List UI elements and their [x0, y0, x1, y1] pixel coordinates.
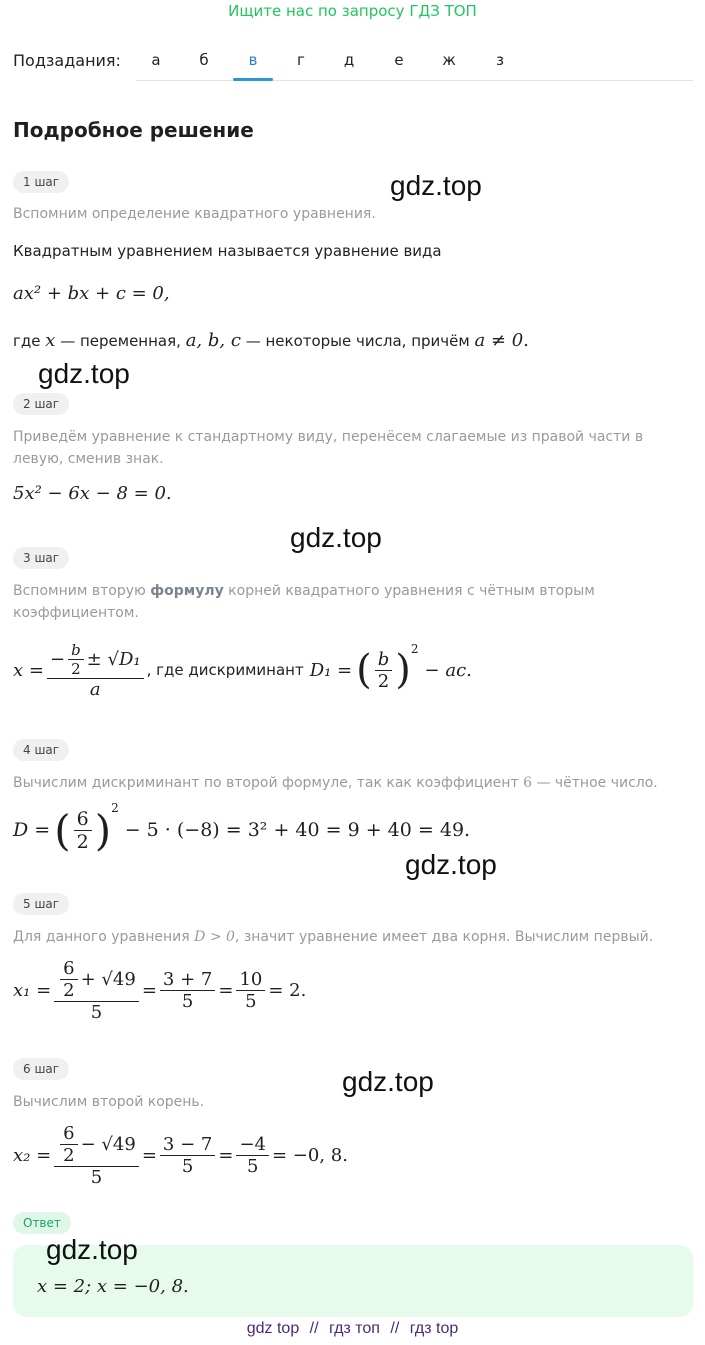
step-3-hint-post: корней квадратного уравнения с чётным вторым коэффициентом. [13, 583, 595, 621]
step-3-paren-fraction: $\frac{b}{2}$ [375, 649, 393, 692]
watermark: gdz.top [38, 358, 130, 389]
step-3-inner-fraction: $\frac{b}{2}$ [68, 641, 84, 678]
step-5-formula: x₁ = $\frac{6}{2}$ + √49 5 = $\frac{3 + 7}{5}$ = $\frac{10}{5}$ = 2. [13, 957, 307, 1023]
step-5-badge: 5 шаг [13, 893, 69, 915]
tab-zh[interactable]: ж [442, 51, 456, 69]
tab-b[interactable]: б [199, 51, 209, 69]
tab-e[interactable]: е [394, 51, 404, 69]
step-3-main-fraction: − $\frac{b}{2}$ ± √D₁ a [47, 641, 144, 700]
watermark: gdz.top [46, 1234, 138, 1265]
footer-separator: // [390, 1320, 400, 1337]
tab-v[interactable]: в [248, 51, 258, 69]
step-5-main-fraction: $\frac{6}{2}$ + √49 5 [54, 958, 139, 1023]
step-5-inner-fraction: $\frac{6}{2}$ [60, 958, 77, 1001]
step-3-power: 2 [410, 642, 419, 656]
step-6-fraction-3: $\frac{-4}{5}$ [236, 1134, 269, 1177]
step-3-badge: 3 шаг [13, 547, 69, 569]
answer-value: x = 2; x = −0, 8. [37, 1276, 189, 1297]
step-6-inner-fraction: $\frac{6}{2}$ [60, 1123, 77, 1166]
step-6-badge: 6 шаг [13, 1058, 69, 1080]
step-2-formula: 5x² − 6x − 8 = 0. [13, 483, 172, 504]
step-5-hint: Для данного уравнения D > 0, значит уравнение имеет два корня. Вычислим первый. [13, 929, 654, 945]
where-mid2: — некоторые числа, причём [245, 332, 470, 350]
where-condition: a ≠ 0. [474, 330, 529, 351]
footer-link-3[interactable]: гдз top [409, 1320, 459, 1337]
tab-z[interactable]: з [496, 51, 504, 69]
where-coefficients: a, b, c [185, 330, 241, 351]
watermark: gdz.top [390, 170, 482, 201]
subtasks-tabs [136, 45, 693, 81]
step-2-hint: Приведём уравнение к стандартному виду, перенёсем слагаемые из правой части в левую, сменив знак. [13, 429, 644, 467]
promo-link[interactable]: Ищите нас по запросу ГДЗ ТОП [228, 2, 477, 20]
tab-a[interactable]: а [151, 51, 161, 69]
step-3-hint-pre: Вспомним вторую [13, 583, 146, 599]
step-4-badge: 4 шаг [13, 739, 69, 761]
watermark: gdz.top [290, 522, 382, 553]
step-6-formula: x₂ = $\frac{6}{2}$ − √49 5 = $\frac{3 - 7}{5}$ = $\frac{-4}{5}$ = −0, 8. [13, 1122, 348, 1188]
tab-g[interactable]: г [297, 51, 305, 69]
step-3-formula: x = − $\frac{b}{2}$ ± √D₁ a , где дискриминант D₁ = ( $\frac{b}{2}$ ) 2 − ac. [13, 640, 472, 700]
step-1-where-line [13, 330, 529, 352]
step-3-lhs: x = [13, 659, 44, 681]
watermark: gdz.top [405, 849, 497, 880]
step-5-fraction-2: $\frac{3 + 7}{5}$ [160, 969, 215, 1012]
step-6-fraction-2: $\frac{3 - 7}{5}$ [160, 1134, 215, 1177]
footer-separator: // [309, 1320, 319, 1337]
step-1-text: Квадратным уравнением называется уравнение вида [13, 242, 442, 260]
step-2-badge: 2 шаг [13, 393, 69, 415]
footer-link-2[interactable]: гдз топ [329, 1320, 380, 1337]
step-3-tail: − ac. [424, 659, 472, 681]
step-1-formula: ax² + bx + c = 0, [13, 283, 170, 304]
step-3-hint [13, 580, 683, 624]
where-mid: — переменная, [60, 332, 181, 350]
where-prefix: где [13, 332, 41, 350]
step-5-fraction-3: $\frac{10}{5}$ [236, 969, 265, 1012]
step-6-hint: Вычислим второй корень. [13, 1094, 205, 1110]
formula-link[interactable]: формулу [150, 583, 224, 599]
answer-badge: Ответ [13, 1212, 71, 1234]
footer-links [0, 1320, 705, 1338]
step-1-hint: Вспомним определение квадратного уравнения. [13, 206, 376, 222]
step-3-mid-text: , где дискриминант [146, 661, 304, 679]
step-1-badge: 1 шаг [13, 171, 69, 193]
section-heading: Подробное решение [13, 118, 254, 142]
subtasks-label: Подзадания: [13, 51, 121, 70]
step-4-formula: D = ( $\frac{6}{2}$ ) 2 − 5 · (−8) = 3² + 40 = 9 + 40 = 49. [13, 801, 471, 855]
step-4-hint: Вычислим дискриминант по второй формуле, так как коэффициент 6 — чётное число. [13, 775, 658, 791]
tab-d[interactable]: д [343, 51, 355, 69]
step-6-main-fraction: $\frac{6}{2}$ − √49 5 [54, 1123, 139, 1188]
active-tab-indicator [233, 78, 273, 81]
footer-link-1[interactable]: gdz top [246, 1320, 300, 1337]
step-4-fraction: $\frac{6}{2}$ [74, 808, 92, 853]
where-variable: x [45, 330, 56, 351]
watermark: gdz.top [342, 1066, 434, 1097]
step-3-d1: D₁ = [309, 659, 353, 681]
